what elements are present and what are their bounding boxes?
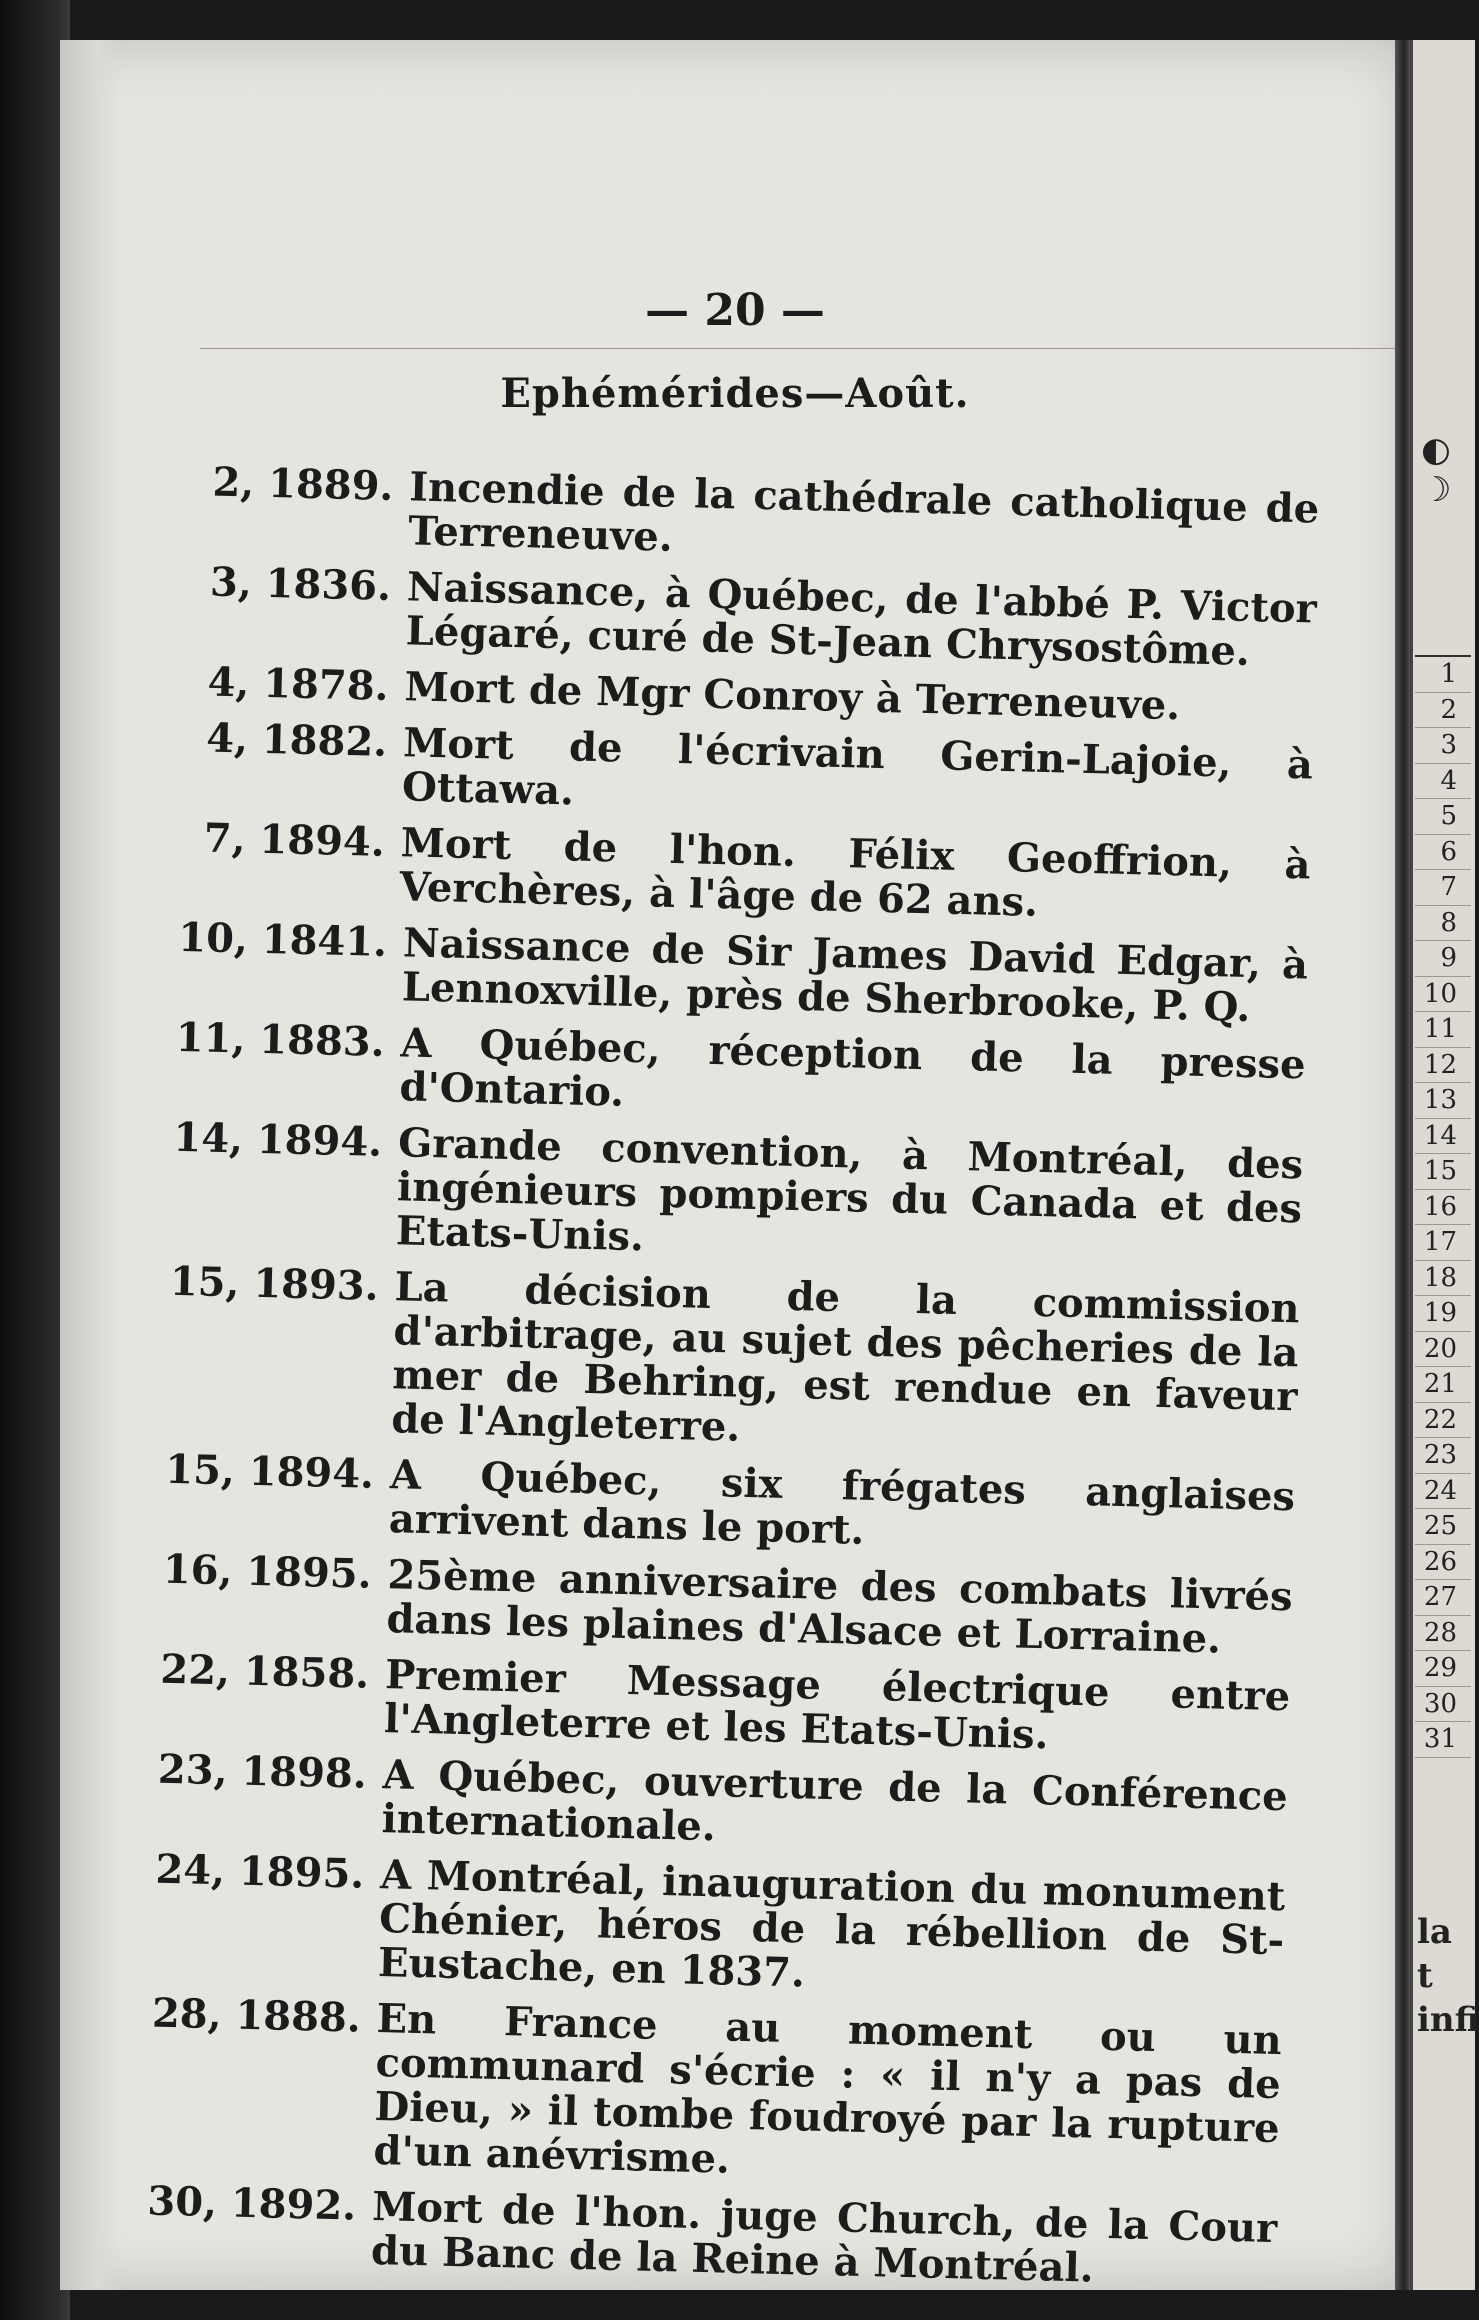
day-number: 10 (1415, 977, 1471, 1013)
calendar-day-column (1415, 655, 1471, 1758)
entry-date: 30, 1892. (146, 2177, 357, 2230)
day-number: 24 (1415, 1474, 1471, 1510)
list-item (148, 1989, 1283, 2196)
entry-date: 10, 1841. (177, 913, 388, 966)
day-number: 22 (1415, 1403, 1471, 1439)
entry-text: Naissance de Sir James David Edgar, à Lennoxville, près de Sherbrooke, P. Q. (401, 919, 1309, 1032)
list-item (159, 1645, 1291, 1764)
entry-text: Naissance, à Québec, de l'abbé P. Victor Légaré, curé de St-Jean Chrysostôme. (405, 563, 1318, 675)
day-number: 27 (1415, 1580, 1471, 1616)
entry-text: Premier Message électrique entre l'Angleterre et les Etats-Unis. (383, 1651, 1291, 1759)
day-number: 9 (1415, 941, 1471, 977)
entry-text: Grande convention, à Montréal, des ingénieurs pompiers du Canada et des Etats-Unis. (395, 1119, 1304, 1261)
entry-date: 4, 1882. (205, 714, 388, 766)
page-heading: Ephémérides—Août. (500, 370, 970, 417)
day-number: 18 (1415, 1261, 1471, 1297)
list-item (156, 1745, 1289, 1864)
entry-date: 22, 1858. (159, 1645, 370, 1698)
day-number: 3 (1415, 728, 1471, 764)
list-item (177, 913, 1309, 1032)
text-fragment: la t (1417, 1912, 1452, 1996)
moon-phase-icons (1421, 430, 1451, 510)
entry-date: 28, 1888. (151, 1989, 362, 2042)
page-number: — 20 — (645, 285, 825, 336)
day-number: 14 (1415, 1119, 1471, 1155)
day-number: 31 (1415, 1722, 1471, 1758)
entry-text: A Québec, six frégates anglaises arrivent dans le port. (388, 1451, 1296, 1554)
entry-text: Mort de Mgr Conroy à Terreneuve. (403, 663, 1181, 730)
entry-date: 3, 1836. (209, 558, 392, 610)
day-number: 12 (1415, 1048, 1471, 1084)
day-number: 6 (1415, 835, 1471, 871)
day-number: 16 (1415, 1190, 1471, 1226)
entry-date: 7, 1894. (203, 814, 386, 866)
entry-text: A Montréal, inauguration du monument Chénier, héros de la rébellion de St-Eustache, en 1837. (377, 1851, 1286, 1997)
entry-text: Mort de l'écrivain Gerin-Lajoie, à Ottawa. (401, 719, 1314, 815)
day-number: 28 (1415, 1616, 1471, 1652)
entry-date: 23, 1898. (157, 1745, 368, 1798)
list-item (164, 1445, 1296, 1564)
list-item (153, 1845, 1286, 2008)
day-number: 1 (1415, 657, 1471, 693)
header-rule (200, 348, 1410, 349)
ephemerides-list (146, 460, 1320, 2307)
list-item (179, 816, 1311, 932)
day-number: 8 (1415, 906, 1471, 942)
list-item (174, 1013, 1307, 1132)
entry-text: Mort de l'hon. Félix Geoffrion, à Verchères, à l'âge de 62 ans. (399, 819, 1312, 926)
facing-page-text-fragments (1417, 1910, 1479, 2042)
day-number: 29 (1415, 1651, 1471, 1687)
day-number: 17 (1415, 1225, 1471, 1261)
day-number: 23 (1415, 1438, 1471, 1474)
entry-date: 15, 1893. (169, 1257, 380, 1310)
list-item (146, 2179, 1278, 2295)
day-number: 20 (1415, 1332, 1471, 1368)
list-item (188, 460, 1320, 576)
entry-date: 24, 1895. (154, 1845, 365, 1898)
facing-page (1410, 40, 1479, 2290)
list-item (182, 716, 1314, 832)
list-item (161, 1545, 1294, 1664)
day-number: 15 (1415, 1154, 1471, 1190)
list-item (171, 1113, 1304, 1276)
entry-date: 2, 1889. (211, 458, 394, 510)
moon-crescent-icon: ☽ (1421, 470, 1452, 510)
day-number: 2 (1415, 693, 1471, 729)
entry-date: 11, 1883. (175, 1013, 386, 1066)
day-number: 30 (1415, 1687, 1471, 1723)
day-number: 26 (1415, 1545, 1471, 1581)
entry-text: A Québec, réception de la presse d'Ontario. (398, 1019, 1307, 1116)
entry-text: Incendie de la cathédrale catholique de Terreneuve. (407, 463, 1320, 561)
day-number: 11 (1415, 1012, 1471, 1048)
entry-text: 25ème anniversaire des combats livrés dans les plaines d'Alsace et Lorraine. (385, 1551, 1294, 1663)
entry-date: 4, 1878. (207, 658, 390, 710)
day-number: 25 (1415, 1509, 1471, 1545)
moon-half-icon: ◐ (1421, 430, 1451, 470)
list-item (166, 1257, 1301, 1464)
day-number: 4 (1415, 764, 1471, 800)
entry-text: La décision de la commission d'arbitrage, au sujet des pêcheries de la mer de Behring, est rendue en faveur de l'Angleterre. (390, 1263, 1301, 1451)
list-item (185, 560, 1317, 676)
entry-date: 15, 1894. (164, 1445, 375, 1498)
entry-text: Mort de l'hon. juge Church, de la Cour du Banc de la Reine à Montréal. (370, 2182, 1278, 2292)
entry-date: 14, 1894. (172, 1113, 383, 1166)
entry-date: 16, 1895. (162, 1545, 373, 1598)
day-number: 13 (1415, 1083, 1471, 1119)
day-number: 19 (1415, 1296, 1471, 1332)
book-page (60, 40, 1410, 2290)
entry-text: En France au moment ou un communard s'écrie : « il n'y a pas de Dieu, » il tombe foudroyé par la rupture d'un anévrisme. (372, 1995, 1283, 2183)
day-number: 5 (1415, 799, 1471, 835)
entry-text: A Québec, ouverture de la Conférence internationale. (381, 1751, 1289, 1851)
day-number: 7 (1415, 870, 1471, 906)
text-fragment: infi (1417, 2000, 1479, 2040)
day-number: 21 (1415, 1367, 1471, 1403)
